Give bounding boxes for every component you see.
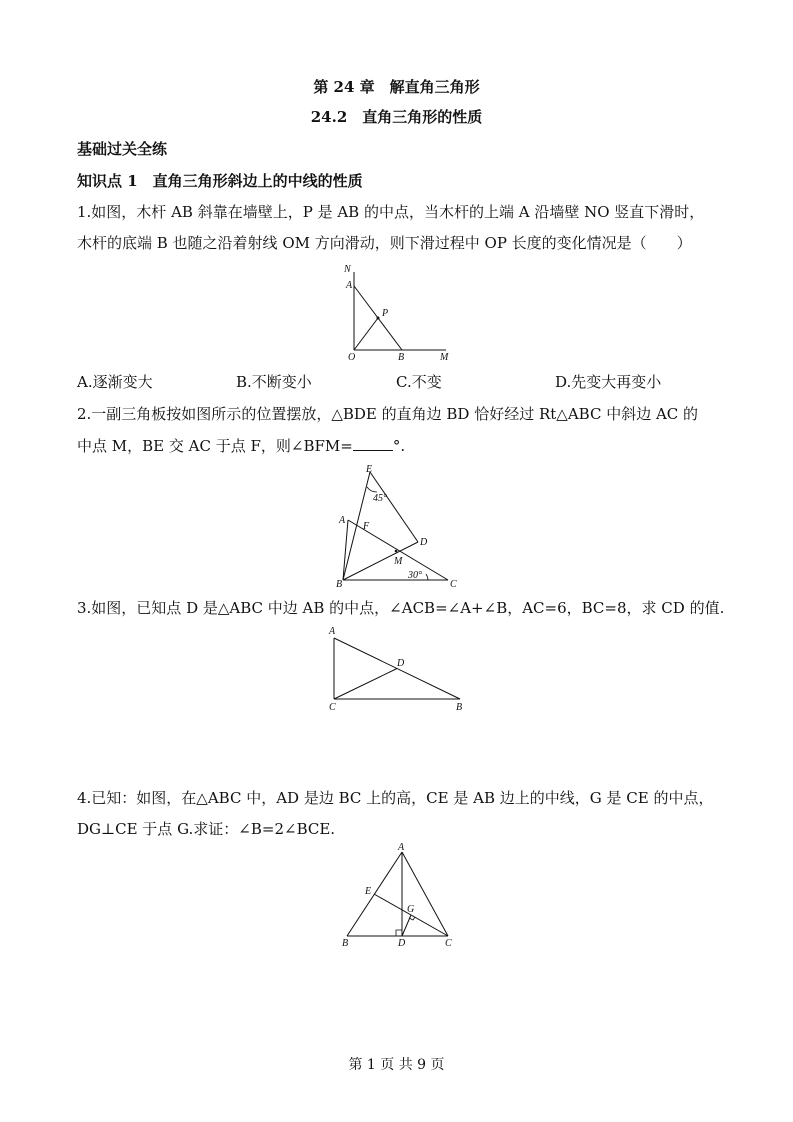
- label-o: O: [348, 352, 356, 363]
- label-m: M: [440, 352, 449, 363]
- point-m: [395, 550, 398, 553]
- q1-line2: 木杆的底端 B 也随之沿着射线 OM 方向滑动，则下滑过程中 OP 长度的变化情况是（ ）: [77, 234, 692, 252]
- label-m: M: [394, 556, 403, 567]
- median-cd: [334, 669, 397, 700]
- answer-blank[interactable]: [353, 436, 393, 451]
- label-c: C: [450, 579, 457, 590]
- label-c: C: [329, 702, 336, 713]
- q2-figure: [330, 460, 465, 590]
- q4-line1: 4.已知：如图，在△ABC 中，AD 是边 BC 上的高，CE 是 AB 边上的中线，G 是 CE 的中点，: [77, 789, 714, 807]
- angle-30-arc: [426, 574, 428, 580]
- knowledge-point-title: 知识点 1 直角三角形斜边上的中线的性质: [77, 172, 363, 190]
- q4-line2: DG⊥CE 于点 G.求证：∠B=2∠BCE.: [77, 820, 336, 838]
- label-a: A: [329, 626, 336, 637]
- label-b: B: [398, 352, 405, 363]
- side-bd: [343, 542, 418, 580]
- angle-45-arc: [367, 487, 377, 492]
- label-a: A: [346, 280, 353, 291]
- q1-option-a: A.逐渐变大: [77, 373, 153, 391]
- q3-line1: 3.如图，已知点 D 是△ABC 中边 AB 的中点，∠ACB=∠A+∠B，AC=6，BC=8，求 CD 的值.: [77, 599, 725, 617]
- label-30: 30°: [408, 570, 422, 581]
- label-p: P: [382, 308, 389, 319]
- q4-figure: [335, 842, 460, 954]
- q1-option-b: B.不断变小: [236, 373, 312, 391]
- segment-op: [354, 318, 378, 350]
- label-e: E: [366, 464, 373, 475]
- label-d: D: [397, 658, 405, 669]
- label-d: D: [398, 938, 406, 949]
- label-n: N: [344, 264, 351, 275]
- q1-figure: [340, 262, 455, 364]
- side-ed: [370, 472, 418, 542]
- point-p: [377, 317, 380, 320]
- label-a: A: [398, 842, 405, 853]
- q1-line1: 1.如图，木杆 AB 斜靠在墙壁上，P 是 AB 的中点，当木杆的上端 A 沿墙壁 NO 竖直下滑时，: [77, 203, 705, 221]
- label-b: B: [336, 579, 343, 590]
- q2-line2: [77, 436, 405, 456]
- right-angle-d: [396, 930, 402, 936]
- label-e: E: [365, 886, 372, 897]
- label-g: G: [407, 904, 415, 915]
- q2-line2-suffix: °.: [392, 437, 406, 455]
- q2-line1: 2.一副三角板按如图所示的位置摆放，△BDE 的直角边 BD 恰好经过 Rt△ABC 中斜边 AC 的: [77, 405, 699, 423]
- label-c: C: [445, 938, 452, 949]
- label-b: B: [342, 938, 349, 949]
- page-number: 第 1 页 共 9 页: [348, 1057, 445, 1073]
- label-f: F: [363, 521, 370, 532]
- label-a: A: [339, 515, 346, 526]
- q3-figure: [325, 624, 470, 716]
- label-45: 45°: [373, 493, 387, 504]
- practice-title: 基础过关全练: [77, 140, 168, 158]
- q1-option-c: C.不变: [396, 373, 442, 391]
- label-d: D: [420, 537, 428, 548]
- q1-option-d: D.先变大再变小: [555, 373, 662, 391]
- q2-line2-text: 中点 M，BE 交 AC 于点 F，则∠BFM=: [77, 437, 353, 455]
- chapter-title: 第 24 章 解直角三角形: [313, 78, 480, 96]
- section-title: 24.2 直角三角形的性质: [310, 108, 483, 126]
- label-b: B: [456, 702, 463, 713]
